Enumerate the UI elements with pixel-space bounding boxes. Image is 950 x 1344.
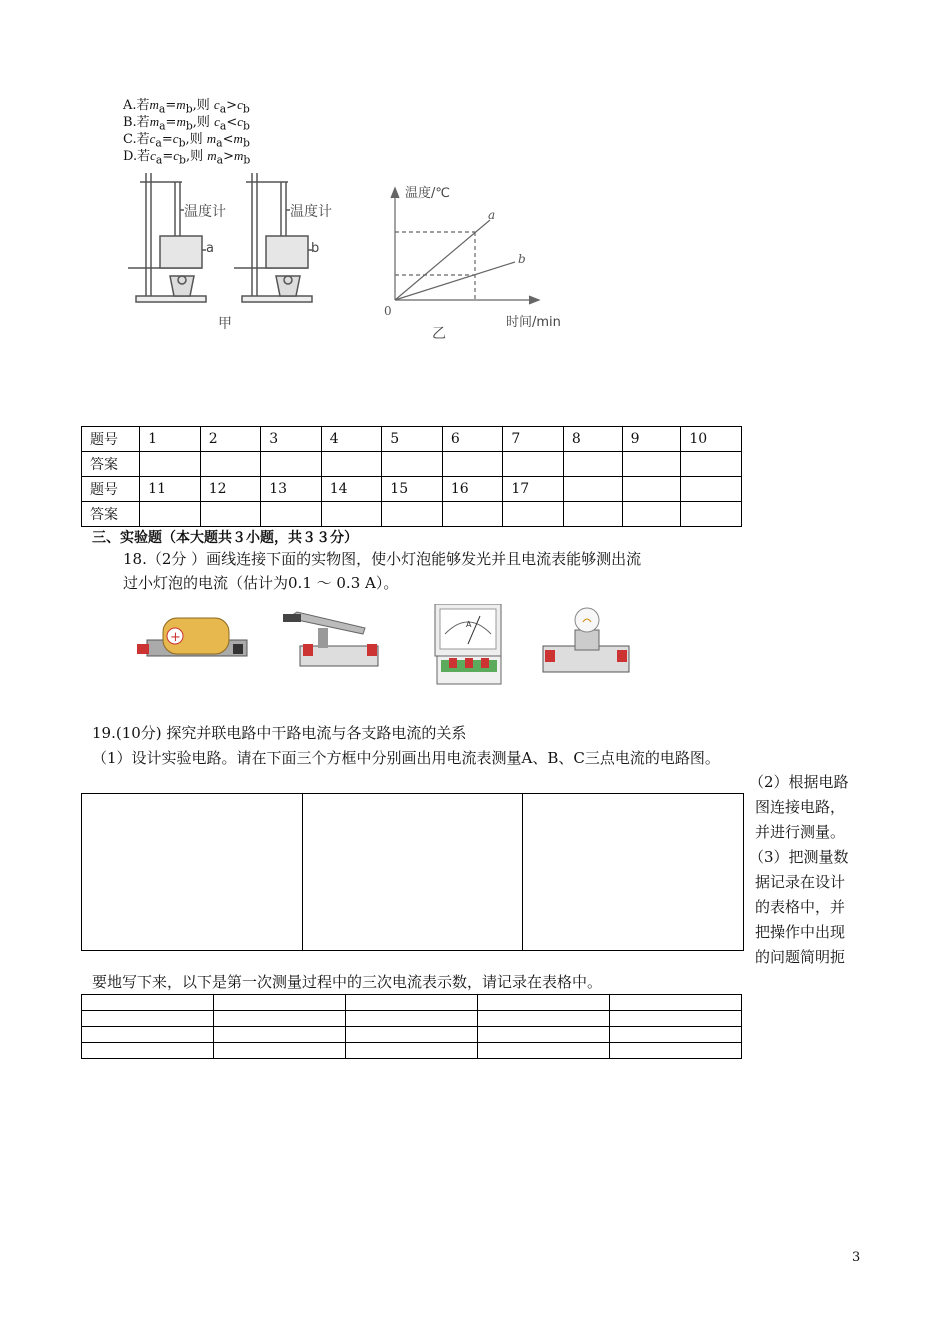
table-row bbox=[82, 427, 742, 452]
table-cell: 14 bbox=[321, 477, 382, 502]
table-cell: 12 bbox=[200, 477, 261, 502]
table-row bbox=[82, 477, 742, 502]
table-cell: 15 bbox=[382, 477, 443, 502]
table-cell bbox=[321, 452, 382, 477]
beaker-label-a: a bbox=[206, 241, 214, 256]
side-line: 的表格中，并 bbox=[755, 898, 846, 916]
table-cell bbox=[622, 477, 681, 502]
table-cell bbox=[610, 1011, 742, 1027]
x-axis-arrow bbox=[529, 296, 539, 304]
table-cell bbox=[442, 452, 503, 477]
table-row bbox=[82, 452, 742, 477]
table-cell: 5 bbox=[382, 427, 443, 452]
ammeter-letter: A bbox=[466, 620, 472, 629]
graph-origin: 0 bbox=[384, 304, 392, 318]
table-cell bbox=[346, 1043, 478, 1059]
table-cell bbox=[563, 502, 622, 527]
q19-title: 19.(10分) 探究并联电路中干路电流与各支路电流的关系 bbox=[92, 724, 467, 742]
table-cell bbox=[478, 1027, 610, 1043]
table-cell: 2 bbox=[200, 427, 261, 452]
table-cell bbox=[442, 502, 503, 527]
side-line: （2）根据电路 bbox=[749, 773, 849, 791]
table-cell: 6 bbox=[442, 427, 503, 452]
table-cell bbox=[346, 1027, 478, 1043]
circuit-boxes bbox=[81, 793, 744, 951]
side-line: 并进行测量。 bbox=[755, 823, 846, 841]
box-divider-1 bbox=[302, 794, 303, 950]
table-cell: 9 bbox=[622, 427, 681, 452]
y-axis-arrow bbox=[391, 188, 399, 198]
table-cell bbox=[214, 995, 346, 1011]
q19-continue: 要地写下来，以下是第一次测量过程中的三次电流表示数，请记录在表格中。 bbox=[92, 973, 603, 991]
table-row bbox=[82, 502, 742, 527]
table-cell: 16 bbox=[442, 477, 503, 502]
table-cell: 题号 bbox=[82, 427, 140, 452]
table-cell: 8 bbox=[563, 427, 622, 452]
option-b: B.若$m_a=m_b$,则 $c_a<c_b$ bbox=[123, 114, 250, 133]
caption-jia: 甲 bbox=[218, 316, 232, 332]
series-line-b bbox=[395, 262, 515, 300]
table-cell bbox=[681, 477, 742, 502]
table-cell: 答案 bbox=[82, 502, 140, 527]
table-cell bbox=[478, 1011, 610, 1027]
section-heading: 三、实验题（本大题共３小题，共３３分） bbox=[92, 530, 358, 546]
record-table bbox=[81, 994, 742, 1059]
table-row bbox=[82, 1043, 742, 1059]
table-cell bbox=[610, 1027, 742, 1043]
table-cell bbox=[382, 452, 443, 477]
q19-step1: （1）设计实验电路。请在下面三个方框中分别画出用电流表测量A、B、C三点电流的电路图。 bbox=[92, 749, 720, 767]
table-cell bbox=[140, 502, 201, 527]
table-cell bbox=[214, 1011, 346, 1027]
table-cell bbox=[261, 452, 322, 477]
table-cell bbox=[82, 1027, 214, 1043]
side-line: 图连接电路， bbox=[755, 798, 846, 816]
q18-line1: 18.（2分 ）画线连接下面的实物图，使小灯泡能够发光并且电流表能够测出流 bbox=[123, 550, 642, 568]
table-cell bbox=[200, 452, 261, 477]
table-cell: 13 bbox=[261, 477, 322, 502]
option-c: C.若$c_a=c_b$,则 $m_a<m_b$ bbox=[123, 131, 250, 150]
table-row bbox=[82, 1027, 742, 1043]
table-cell bbox=[82, 1043, 214, 1059]
option-d: D.若$c_a=c_b$,则 $m_a>m_b$ bbox=[123, 148, 251, 167]
svg-text:+: + bbox=[170, 630, 181, 645]
table-cell: 3 bbox=[261, 427, 322, 452]
table-cell bbox=[478, 1043, 610, 1059]
table-cell bbox=[261, 502, 322, 527]
bulb-icon bbox=[543, 608, 629, 672]
table-cell bbox=[382, 502, 443, 527]
q18-line2: 过小灯泡的电流（估计为0.1 ～ 0.3 A）。 bbox=[123, 574, 399, 592]
option-a: A.若$m_a=m_b$,则 $c_a>c_b$ bbox=[123, 97, 250, 116]
answer-table bbox=[81, 426, 742, 527]
table-cell bbox=[610, 1043, 742, 1059]
thermo-label-a: 温度计 bbox=[184, 204, 226, 220]
ammeter-icon bbox=[435, 604, 501, 684]
table-cell bbox=[681, 502, 742, 527]
table-cell bbox=[610, 995, 742, 1011]
thermo-label-b: 温度计 bbox=[290, 204, 332, 220]
table-cell: 4 bbox=[321, 427, 382, 452]
graph-line-label-b: b bbox=[518, 252, 526, 266]
box-divider-2 bbox=[522, 794, 523, 950]
q18-components bbox=[135, 604, 645, 690]
table-cell: 答案 bbox=[82, 452, 140, 477]
table-cell bbox=[478, 995, 610, 1011]
side-line: 把操作中出现 bbox=[755, 923, 846, 941]
table-cell bbox=[200, 502, 261, 527]
table-cell bbox=[622, 502, 681, 527]
graph-ylabel: 温度/℃ bbox=[405, 186, 450, 201]
graph-xlabel: 时间/min bbox=[506, 315, 561, 330]
table-cell: 11 bbox=[140, 477, 201, 502]
table-cell: 10 bbox=[681, 427, 742, 452]
table-cell bbox=[622, 452, 681, 477]
side-line: （3）把测量数 bbox=[749, 848, 849, 866]
table-cell bbox=[140, 452, 201, 477]
table-cell: 1 bbox=[140, 427, 201, 452]
table-cell: 17 bbox=[503, 477, 564, 502]
table-cell bbox=[503, 502, 564, 527]
caption-yi: 乙 bbox=[432, 326, 446, 342]
battery-icon bbox=[137, 618, 247, 656]
side-line: 据记录在设计 bbox=[755, 873, 846, 891]
table-cell bbox=[503, 452, 564, 477]
table-cell bbox=[346, 1011, 478, 1027]
page-number: 3 bbox=[852, 1250, 861, 1265]
table-cell bbox=[563, 477, 622, 502]
table-row bbox=[82, 1011, 742, 1027]
table-cell: 7 bbox=[503, 427, 564, 452]
table-cell bbox=[82, 1011, 214, 1027]
graph-line-label-a: a bbox=[488, 208, 496, 222]
table-cell bbox=[563, 452, 622, 477]
table-row bbox=[82, 995, 742, 1011]
table-cell bbox=[214, 1027, 346, 1043]
table-cell bbox=[321, 502, 382, 527]
table-cell bbox=[346, 995, 478, 1011]
side-line: 的问题简明扼 bbox=[755, 948, 846, 966]
table-cell: 题号 bbox=[82, 477, 140, 502]
table-cell bbox=[214, 1043, 346, 1059]
table-cell bbox=[681, 452, 742, 477]
table-cell bbox=[82, 995, 214, 1011]
beaker-label-b: b bbox=[311, 241, 320, 256]
switch-icon bbox=[283, 612, 378, 666]
